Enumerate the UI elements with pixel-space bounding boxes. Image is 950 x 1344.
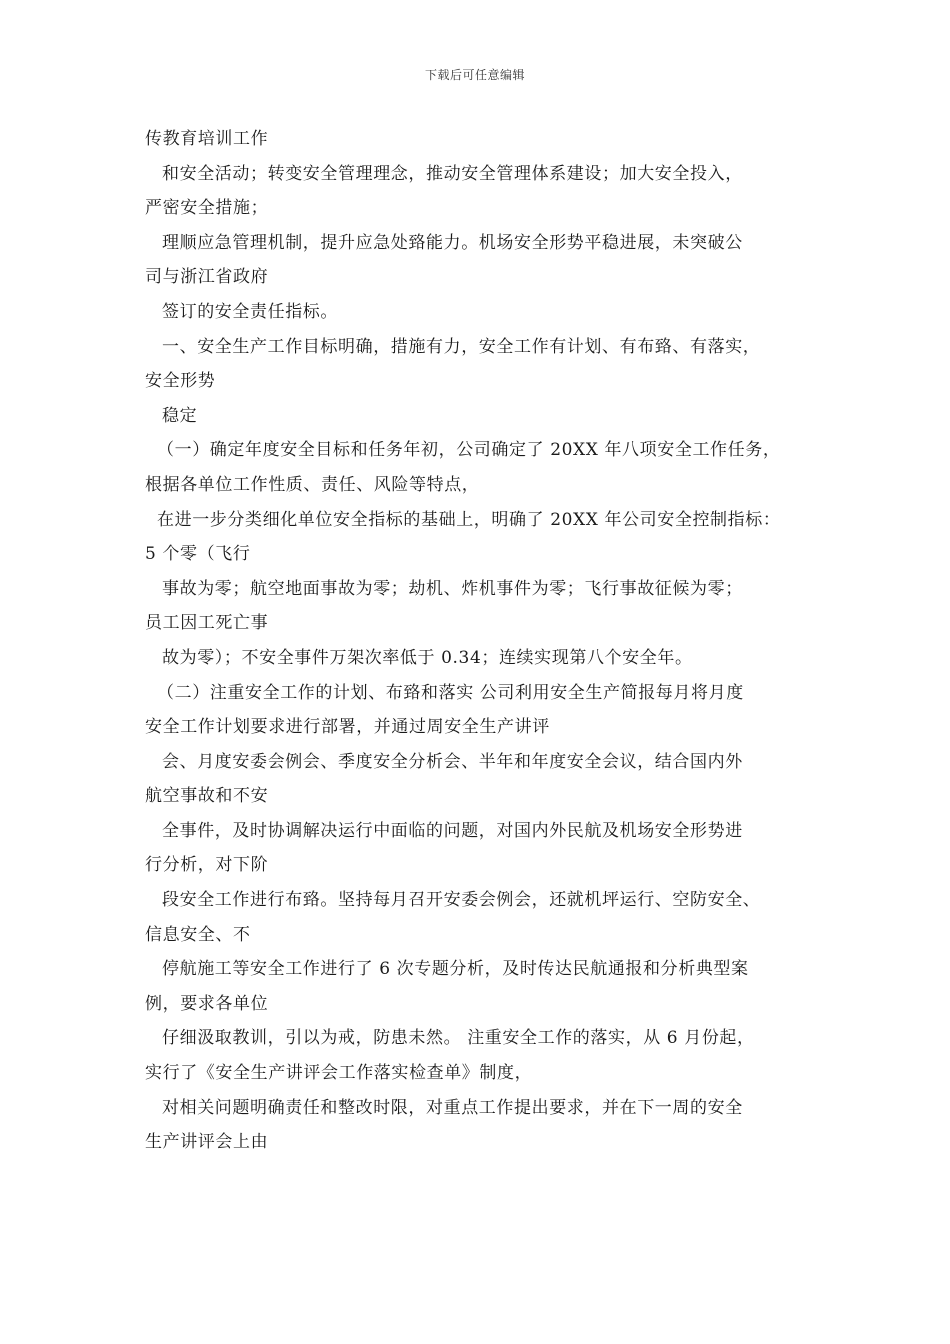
text-line: 司与浙江省政府	[145, 267, 269, 288]
text-line: 理顺应急管理机制，提升应急处臵能力。机场安全形势平稳进展，未突破公	[162, 232, 743, 253]
text-line: 事故为零；航空地面事故为零；劫机、炸机事件为零；飞行事故征候为零；	[162, 578, 743, 599]
text-line: 安全工作计划要求进行部署，并通过周安全生产讲评	[145, 717, 550, 738]
text-line: 5 个零（飞行	[145, 544, 251, 565]
text-line: 信息安全、不	[145, 924, 251, 945]
text-line: 例，要求各单位	[145, 993, 269, 1014]
text-line: 仔细汲取教训，引以为戒，防患未然。 注重安全工作的落实，从 6 月份起，	[162, 1028, 755, 1049]
text-line: 严密安全措施；	[145, 198, 269, 219]
text-line: 和安全活动；转变安全管理理念，推动安全管理体系建设；加大安全投入，	[162, 163, 743, 184]
text-line: （一）确定年度安全目标和任务年初，公司确定了 20XX 年八项安全工作任务，	[157, 440, 781, 461]
text-line: 故为零）；不安全事件万架次率低于 0.34；连续实现第八个安全年。	[162, 647, 693, 668]
page-header-note: 下载后可任意编辑	[424, 68, 525, 82]
text-line: 员工因工死亡事	[145, 613, 269, 634]
text-line: 根据各单位工作性质、责任、风险等特点，	[145, 474, 480, 495]
text-line: 一、安全生产工作目标明确，措施有力，安全工作有计划、有布臵、有落实，	[162, 336, 761, 357]
text-line: 会、月度安委会例会、季度安全分析会、半年和年度安全会议，结合国内外	[162, 751, 743, 772]
text-line: 生产讲评会上由	[145, 1132, 269, 1153]
text-line: 在进一步分类细化单位安全指标的基础上，明确了 20XX 年公司安全控制指标：	[157, 509, 781, 530]
text-line: 航空事故和不安	[145, 786, 269, 807]
text-line: 稳定	[162, 405, 198, 426]
text-line: 全事件，及时协调解决运行中面临的问题，对国内外民航及机场安全形势进	[162, 820, 743, 841]
text-line: 停航施工等安全工作进行了 6 次专题分析，及时传达民航通报和分析典型案	[162, 959, 749, 980]
text-line: 行分析，对下阶	[145, 855, 269, 876]
text-line: 传教育培训工作	[145, 129, 269, 149]
text-line: 实行了《安全生产讲评会工作落实检查单》制度，	[145, 1063, 533, 1084]
document-body	[145, 122, 835, 1160]
text-line: 安全形势	[145, 371, 216, 392]
text-line: 签订的安全责任指标。	[162, 301, 338, 322]
text-line: 对相关问题明确责任和整改时限，对重点工作提出要求，并在下一周的安全	[162, 1097, 743, 1118]
text-line: 段安全工作进行布臵。坚持每月召开安委会例会，还就机坪运行、空防安全、	[162, 890, 761, 911]
text-line: （二）注重安全工作的计划、布臵和落实 公司利用安全生产简报每月将月度	[157, 682, 744, 703]
